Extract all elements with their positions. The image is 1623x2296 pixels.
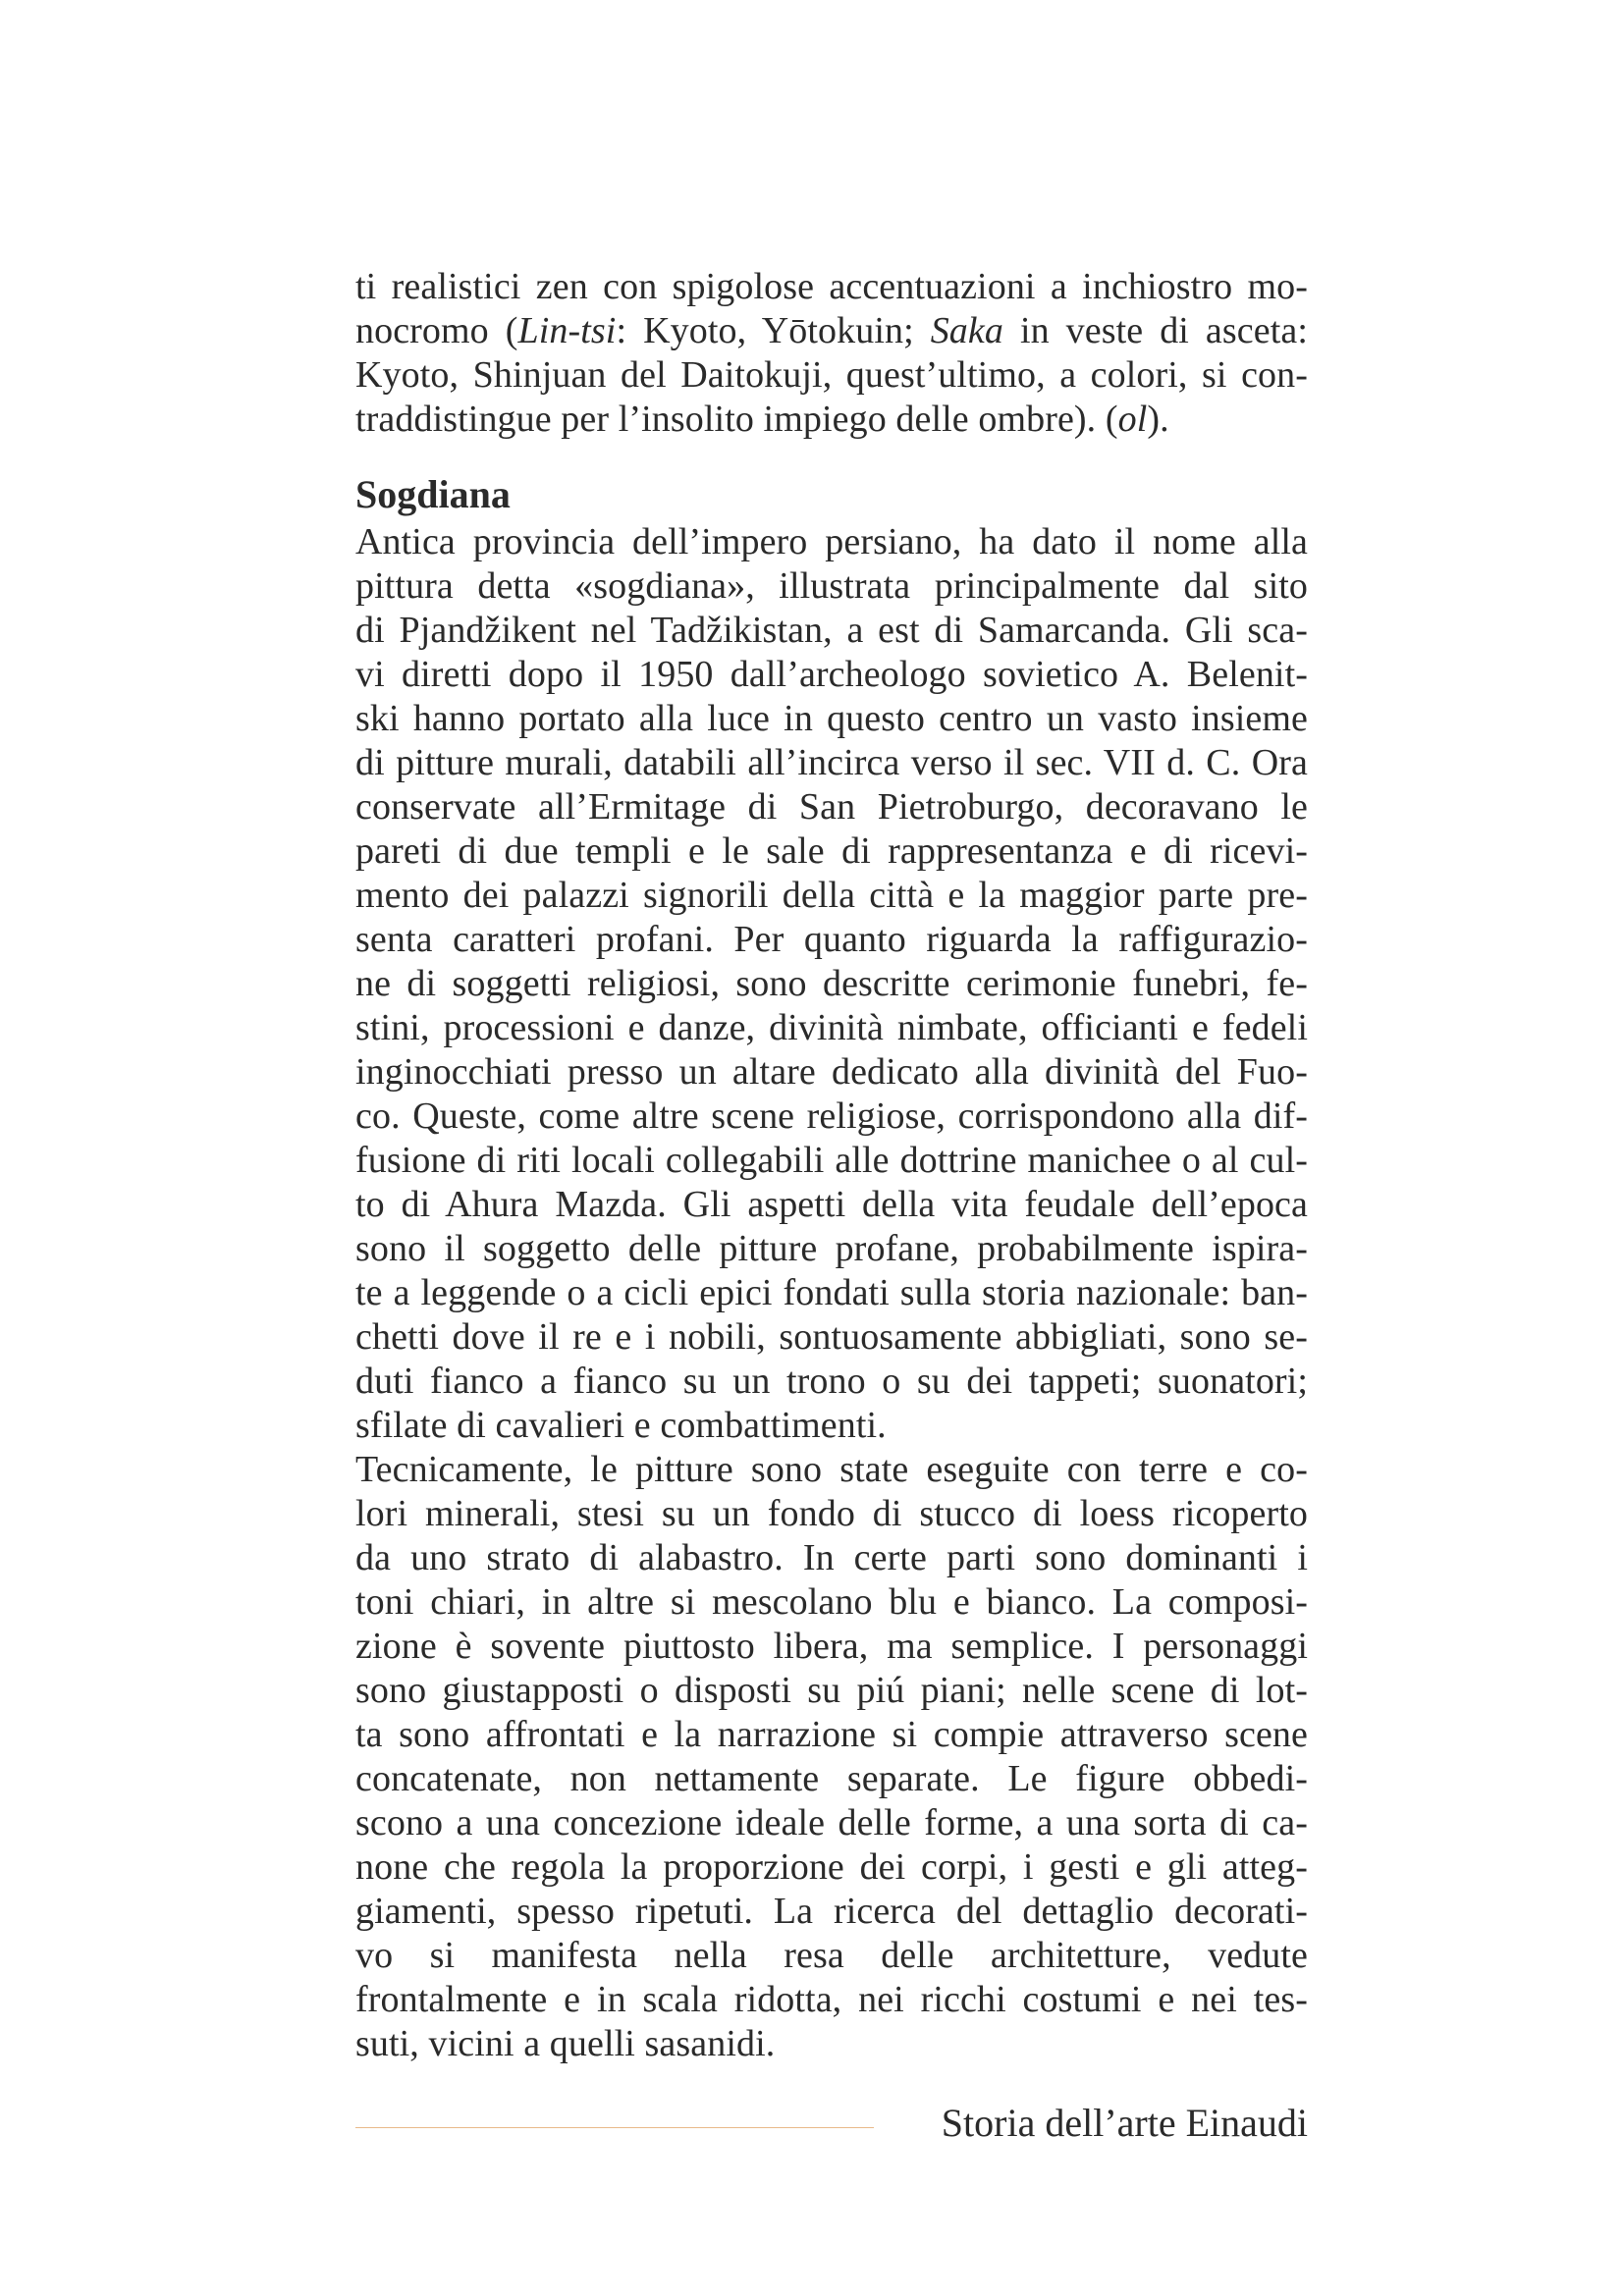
text-line: di pitture murali, databili all’incirca verso il sec. VII d. C. Ora	[355, 742, 1308, 783]
text-line: senta caratteri profani. Per quanto riguarda la raffigurazio-	[355, 919, 1308, 960]
text-line: di Pjandžikent nel Tadžikistan, a est di Samarcanda. Gli sca-	[355, 610, 1308, 651]
text-line: toni chiari, in altre si mescolano blu e bianco. La composi-	[355, 1581, 1308, 1623]
text-line: sfilate di cavalieri e combattimenti.	[355, 1405, 887, 1446]
text-line: sono il soggetto delle pitture profane, probabilmente ispira-	[355, 1228, 1308, 1269]
footer-publication-title: Storia dell’arte Einaudi	[941, 2101, 1308, 2145]
page-body	[355, 265, 1308, 2066]
text-line: lori minerali, stesi su un fondo di stucco di loess ricoperto	[355, 1493, 1308, 1534]
text-line: fusione di riti locali collegabili alle dottrine manichee o al cul-	[355, 1140, 1308, 1181]
text-line: conservate all’Ermitage di San Pietroburgo, decoravano le	[355, 786, 1308, 828]
page-footer	[355, 2096, 1308, 2155]
text-line: ti realistici zen con spigolose accentuazioni a inchiostro mo-	[355, 266, 1308, 307]
footer-rule	[355, 2127, 874, 2128]
text-line: vo si manifesta nella resa delle architetture, vedute	[355, 1935, 1308, 1976]
entry-heading: Sogdiana	[355, 472, 511, 516]
text-line: vi diretti dopo il 1950 dall’archeologo sovietico A. Belenit-	[355, 654, 1308, 695]
text-line: sono giustapposti o disposti su piú piani; nelle scene di lot-	[355, 1670, 1308, 1711]
text-line: frontalmente e in scala ridotta, nei ricchi costumi e nei tes-	[355, 1979, 1308, 2020]
text-line: Kyoto, Shinjuan del Daitokuji, quest’ultimo, a colori, si con-	[355, 354, 1308, 396]
text-line: co. Queste, come altre scene religiose, corrispondono alla dif-	[355, 1095, 1308, 1137]
text-line: scono a una concezione ideale delle forme, a una sorta di ca-	[355, 1802, 1308, 1843]
text-line: zione è sovente piuttosto libera, ma semplice. I personaggi	[355, 1626, 1308, 1667]
text-line: ta sono affrontati e la narrazione si compie attraverso scene	[355, 1714, 1308, 1755]
text-line: da uno strato di alabastro. In certe parti sono dominanti i	[355, 1537, 1308, 1578]
text-line: Antica provincia dell’impero persiano, ha dato il nome alla	[355, 521, 1308, 562]
text-line: to di Ahura Mazda. Gli aspetti della vita feudale dell’epoca	[355, 1184, 1308, 1225]
text-line: pittura detta «sogdiana», illustrata principalmente dal sito	[355, 565, 1308, 607]
text-line: chetti dove il re e i nobili, sontuosamente abbigliati, sono se-	[355, 1316, 1308, 1358]
entry-text	[355, 520, 1308, 2066]
text-line: ski hanno portato alla luce in questo centro un vasto insieme	[355, 698, 1308, 739]
text-line: Tecnicamente, le pitture sono state eseguite con terre e co-	[355, 1449, 1308, 1490]
text-line: stini, processioni e danze, divinità nimbate, officianti e fedeli	[355, 1007, 1308, 1048]
text-line: duti fianco a fianco su un trono o su dei tappeti; suonatori;	[355, 1361, 1308, 1402]
text-line: pareti di due templi e le sale di rappresentanza e di ricevi-	[355, 830, 1308, 872]
text-line: concatenate, non nettamente separate. Le figure obbedi-	[355, 1758, 1308, 1799]
text-line: none che regola la proporzione dei corpi, i gesti e gli atteg-	[355, 1846, 1308, 1888]
text-line: mento dei palazzi signorili della città e la maggior parte pre-	[355, 875, 1308, 916]
text-line: te a leggende o a cicli epici fondati sulla storia nazionale: ban-	[355, 1272, 1308, 1313]
text-line: suti, vicini a quelli sasanidi.	[355, 2023, 776, 2064]
text-line: inginocchiati presso un altare dedicato alla divinità del Fuo-	[355, 1051, 1308, 1093]
text-line: giamenti, spesso ripetuti. La ricerca del dettaglio decorati-	[355, 1891, 1308, 1932]
text-line: traddistingue per l’insolito impiego delle ombre). (ol).	[355, 399, 1169, 440]
intro-fragment	[355, 265, 1308, 442]
text-line: ne di soggetti religiosi, sono descritte cerimonie funebri, fe-	[355, 963, 1308, 1004]
text-line: nocromo (Lin-tsi: Kyoto, Yōtokuin; Saka in veste di asceta:	[355, 310, 1308, 351]
